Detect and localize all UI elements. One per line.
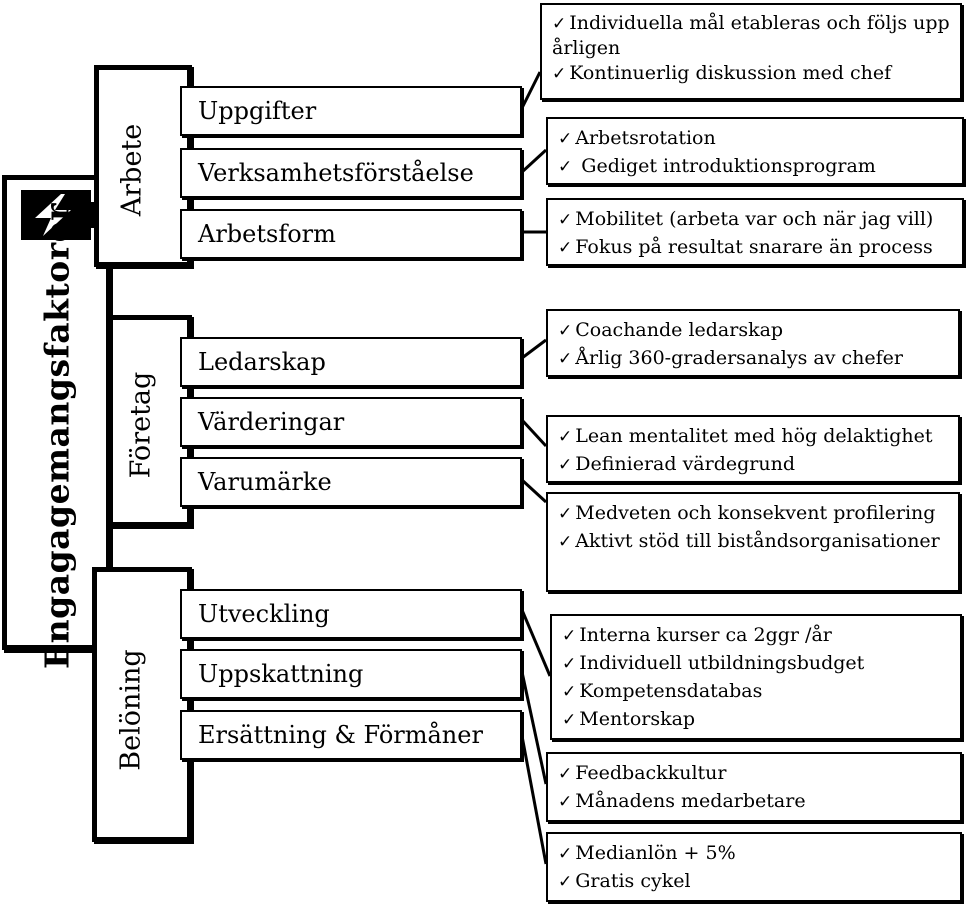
category-label: Arbete [116,123,148,217]
details-uppgifter [540,3,962,100]
details-varumarke [546,492,960,592]
detail-item: ✓ Mentorskap [562,706,950,734]
details-ledarskap [546,309,960,377]
item-uppskattning [180,649,522,699]
details-verksamhetsforstaelse [546,117,964,185]
item-label: Arbetsform [198,220,336,248]
connector-varderingar [522,420,546,446]
detail-item: ✓ Feedbackkultur [558,760,950,788]
item-utveckling [180,589,522,639]
item-label: Uppgifter [198,97,317,125]
connector-uppskattning [522,672,546,784]
detail-item: ✓ Gratis cykel [558,868,950,896]
detail-item: ✓ Definierad värdegrund [558,451,948,479]
item-arbetsform [180,209,522,259]
details-ersattning-formaner [546,832,962,902]
item-label: Varumärke [198,468,332,496]
connector-uppgifter [522,72,540,108]
item-label: Utveckling [198,600,330,628]
category-label: Företag [125,371,157,479]
connector-verksamhet [522,150,546,172]
detail-item: ✓ Lean mentalitet med hög delaktighet [558,423,948,451]
item-ersattning-formaner [180,710,522,760]
detail-item: ✓ Interna kurser ca 2ggr /år [562,622,950,650]
item-uppgifter [180,86,522,136]
connector-ersattning [522,736,546,864]
item-label: Ledarskap [198,348,326,376]
item-label: Värderingar [198,408,345,436]
detail-item: ✓ Medveten och konsekvent profilering [558,500,948,528]
item-varumarke [180,457,522,507]
connector-varumarke [522,480,546,502]
root-title: Engagagemangsfaktorer [37,202,76,669]
details-uppskattning [546,752,962,822]
detail-item: ✓ Medianlön + 5% [558,840,950,868]
item-ledarskap [180,337,522,387]
connector-utveckling [522,610,550,676]
detail-item: ✓ Gediget introduktionsprogram [558,153,952,181]
detail-item: ✓ Kompetensdatabas [562,678,950,706]
detail-item: ✓ Kontinuerlig diskussion med chef [552,60,950,88]
item-label: Ersättning & Förmåner [198,721,483,749]
detail-item: ✓ Individuella mål etableras och följs upp årligen [552,11,950,60]
detail-item: ✓ Mobilitet (arbeta var och när jag vill) [558,206,952,234]
details-varderingar [546,415,960,483]
item-label: Verksamhetsförståelse [198,159,474,187]
category-label: Belöning [115,649,147,771]
detail-item: ✓ Aktivt stöd till biståndsorganisationer [558,528,948,556]
connector-ledarskap [522,340,546,358]
detail-item: ✓ Arbetsrotation [558,125,952,153]
detail-item: ✓ Månadens medarbetare [558,788,950,816]
item-verksamhetsforstaelse [180,148,522,198]
details-arbetsform [546,198,964,266]
item-label: Uppskattning [198,660,364,688]
item-varderingar [180,397,522,447]
detail-item: ✓ Coachande ledarskap [558,317,948,345]
detail-item: ✓ Fokus på resultat snarare än process [558,234,952,262]
details-utveckling [550,614,962,740]
detail-item: ✓ Individuell utbildningsbudget [562,650,950,678]
category-arbete [94,65,192,267]
detail-item: ✓ Årlig 360-gradersanalys av chefer [558,345,948,373]
category-beloning [92,567,192,842]
